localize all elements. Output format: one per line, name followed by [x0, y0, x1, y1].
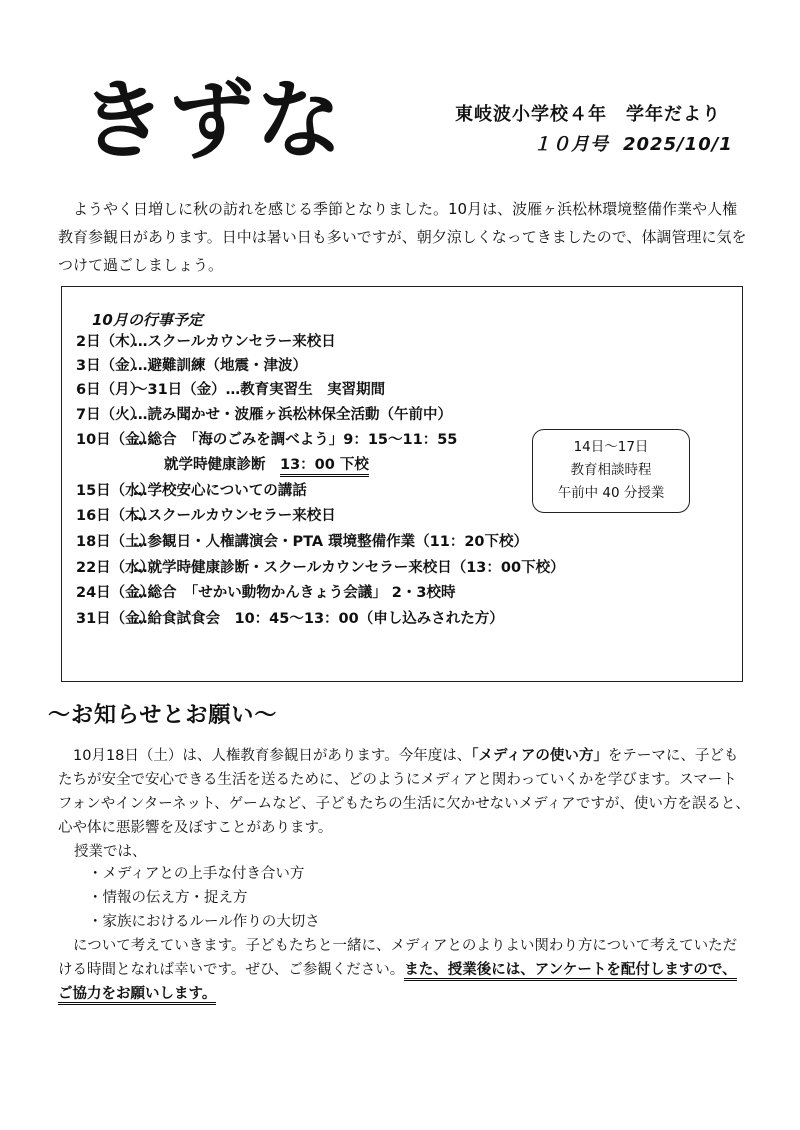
event-item [76, 405, 452, 425]
topic-item: ・情報の伝え方・捉え方 [88, 890, 248, 906]
event-item [76, 558, 565, 578]
intro-paragraph: ようやく日増しに秋の訪れを感じる季節となりました。10月は、波雁ヶ浜松林環境整備作業や人権教育参観日があります。日中は暑い日も多いですが、朝夕涼しくなってきましたので、体調管理に気をつけて過ごしましょう。 [58, 200, 747, 274]
topic-item: ・家族におけるルール作りの大切さ [88, 914, 320, 930]
event-text: …避難訓練（地震・津波） [133, 358, 307, 374]
event-date: 6日（月） [76, 382, 145, 398]
consultation-note-box [532, 429, 690, 513]
event-date: 15日（水） [76, 483, 155, 499]
event-item [76, 506, 336, 526]
event-date: 2日（木） [76, 334, 145, 350]
survey-request: また、授業後には、アンケートを配付しますので、ご協力をお願いします。 [58, 962, 737, 1005]
event-date: 10日（金） [76, 432, 155, 448]
consult-dates: 14日～17日 [573, 439, 649, 455]
event-text: …参観日・人権講演会・PTA 環境整備作業（11：20下校） [133, 534, 529, 550]
event-date: 18日（土） [76, 534, 155, 550]
schedule-box [61, 286, 743, 682]
topic-item: ・メディアとの上手な付き合い方 [88, 866, 305, 882]
theme-emphasis: 「メディアの使い方」 [471, 748, 608, 764]
event-text: ～31日（金）…教育実習生 実習期間 [133, 382, 386, 398]
event-text: …就学時健康診断・スクールカウンセラー来校日（13：00下校） [133, 560, 565, 576]
issue-date: 2025/10/1 [623, 134, 733, 155]
event-text: …学校安心についての講話 [133, 483, 307, 499]
notice-paragraph-1 [58, 744, 750, 840]
event-text: …給食試食会 10：45～13：00（申し込みされた方） [133, 611, 504, 627]
event-item [76, 380, 385, 400]
notice-heading: ～お知らせとお願い～ [48, 703, 278, 728]
event-date: 22日（水） [76, 560, 155, 576]
event-text: …スクールカウンセラー来校日 [133, 508, 336, 524]
event-item [76, 609, 504, 629]
event-text: …総合 「海のごみを調べよう」9：15～11：55 [133, 432, 458, 448]
event-date: 24日（金） [76, 585, 155, 601]
notice-paragraph-2: 授業では、 [74, 844, 147, 860]
event-date: 7日（火） [76, 407, 145, 423]
notice-text: をテーマに、子どもたちが安全で安心できる生活を送るために、どのようにメディアと関わっていくかを学びます。スマートフォンやインターネット、ゲームなど、子どもたちの生活に欠かせないメディアですが、使い方を誤ると、心や体に悪影響を及ぼすことがあります。 [58, 748, 750, 836]
event-item [76, 332, 336, 352]
newsletter-title: きずな [80, 71, 344, 171]
school-grade-label: 東岐波小学校４年 学年だより [455, 104, 721, 125]
issue-line [533, 130, 733, 156]
event-item [76, 430, 457, 450]
event-item [76, 532, 528, 552]
event-item [76, 356, 307, 376]
event-subline [76, 455, 369, 475]
notice-text: 10月18日（土）は、人権教育参観日があります。今年度は、 [73, 748, 472, 764]
event-text: 就学時健康診断 [164, 457, 280, 473]
event-date: 3日（金） [76, 358, 145, 374]
schedule-heading: 10月の行事予定 [92, 311, 203, 329]
event-text: …総合 「せかい動物かんきょう会議」 2・3校時 [133, 585, 456, 601]
event-text: …スクールカウンセラー来校日 [133, 334, 336, 350]
notice-text: について考えていきます。子どもたちと一緒に、メディアとのよりよい関わり方について考えていただける時間となれば幸いです。ぜひ、ご参観ください。 [58, 938, 738, 978]
event-date: 31日（金） [76, 611, 155, 627]
event-item [76, 583, 455, 603]
notice-paragraph-3 [58, 934, 750, 1006]
topic-list [88, 862, 320, 934]
consult-detail: 午前中 40 分授業 [557, 485, 665, 501]
dismissal-time: 13：00 下校 [280, 457, 369, 477]
event-text: …読み聞かせ・波雁ヶ浜松林保全活動（午前中） [133, 407, 452, 423]
consult-title: 教育相談時程 [570, 462, 652, 478]
event-item [76, 481, 307, 501]
event-date: 16日（木） [76, 508, 155, 524]
issue-number: １０月号 [533, 134, 609, 155]
